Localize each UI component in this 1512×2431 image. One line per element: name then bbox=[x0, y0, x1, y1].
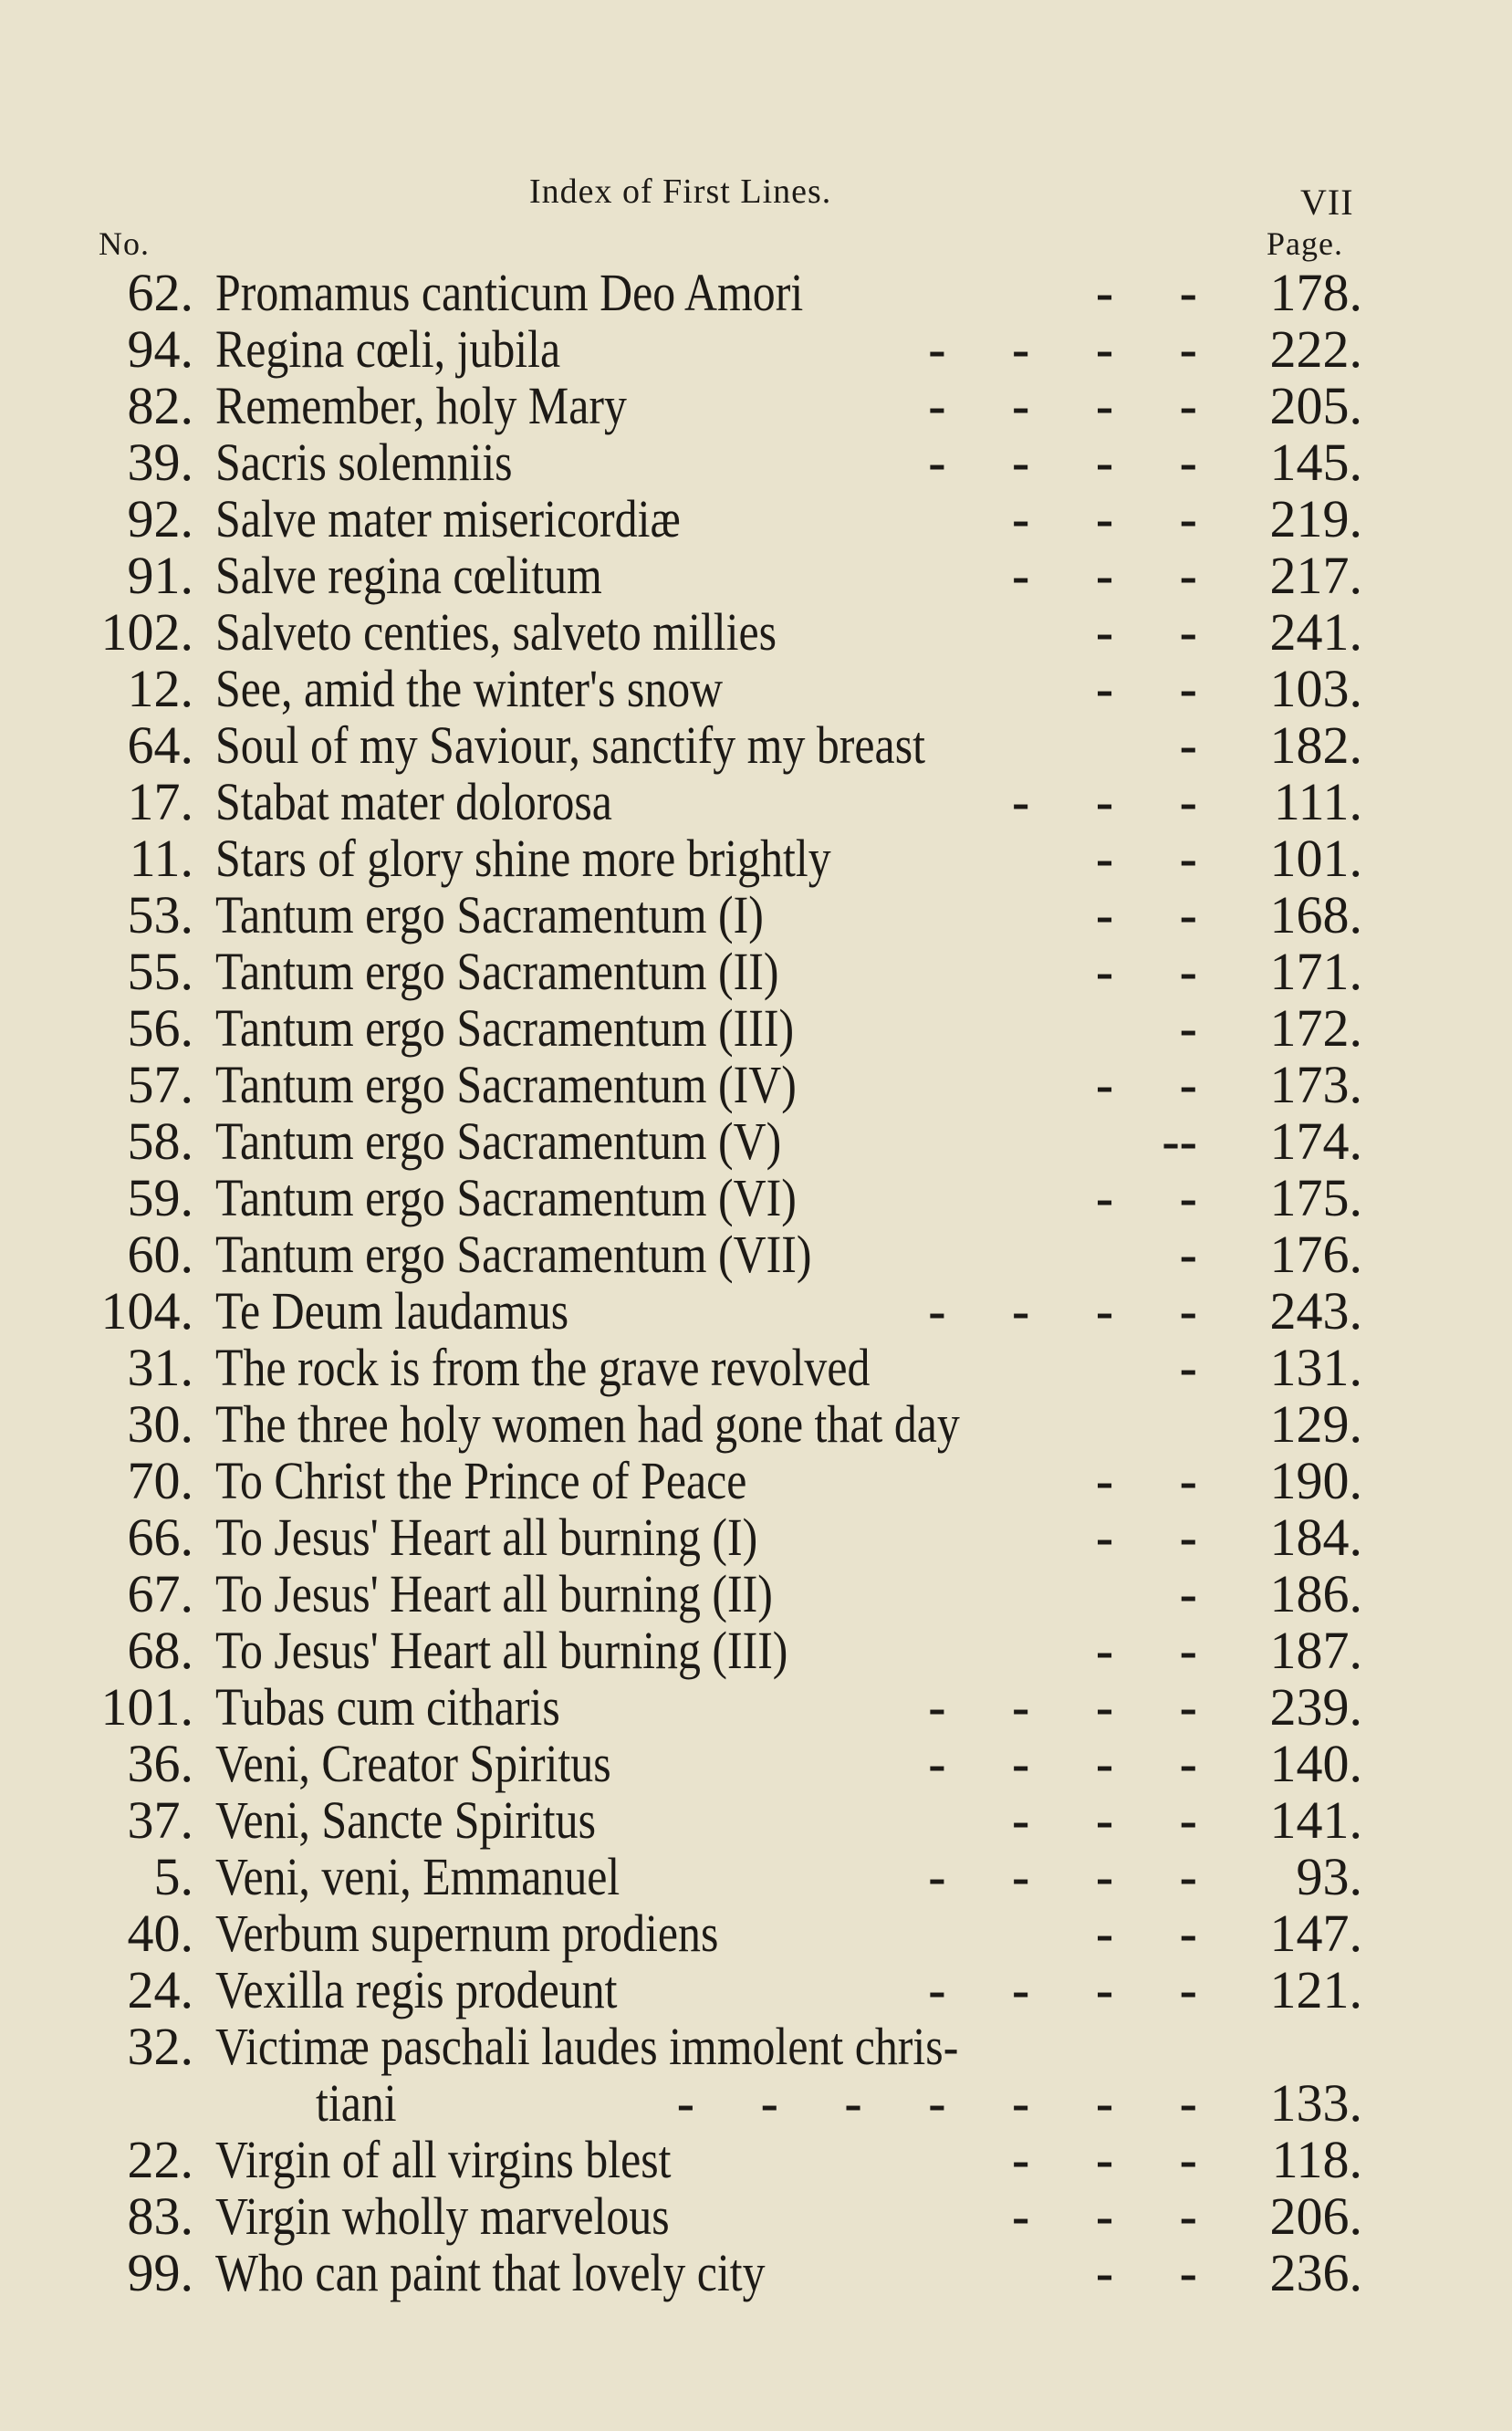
running-head: Index of First Lines. bbox=[529, 172, 832, 211]
entry-leader-dots: - - bbox=[1095, 1904, 1197, 1963]
entry-leader-dots: - - bbox=[1095, 1621, 1197, 1680]
index-entry bbox=[0, 2132, 1512, 2188]
index-entry bbox=[0, 434, 1512, 491]
entry-leader-dots: - - - - bbox=[928, 1847, 1197, 1906]
entry-leader-dots: - - bbox=[1095, 885, 1197, 944]
index-entry bbox=[0, 1849, 1512, 1905]
entry-page: 219. bbox=[1269, 489, 1362, 548]
entry-page: 190. bbox=[1269, 1451, 1362, 1510]
index-entry bbox=[0, 1792, 1512, 1849]
entry-title: Soul of my Saviour, sanctify my breast bbox=[215, 715, 925, 775]
entry-number: 55. bbox=[127, 942, 193, 1001]
entry-number: 70. bbox=[127, 1451, 193, 1510]
entry-title: Veni, Creator Spiritus bbox=[215, 1734, 611, 1793]
entry-page: 103. bbox=[1269, 659, 1362, 718]
entry-number: 37. bbox=[127, 1790, 193, 1850]
column-header-number: No. bbox=[99, 225, 150, 262]
entry-number: 22. bbox=[127, 2130, 193, 2189]
entry-leader-dots: - - bbox=[1095, 1451, 1197, 1510]
entry-title: To Jesus' Heart all burning (II) bbox=[215, 1564, 773, 1623]
entry-leader-dots: - - bbox=[1095, 1055, 1197, 1114]
entry-page: 182. bbox=[1269, 715, 1362, 775]
entry-leader-dots: - - - - bbox=[928, 376, 1197, 435]
entry-page: 101. bbox=[1269, 829, 1362, 888]
index-entry bbox=[0, 1453, 1512, 1509]
entry-leader-dots: -- bbox=[1162, 1111, 1197, 1171]
entry-number: 57. bbox=[127, 1055, 193, 1114]
index-entry bbox=[0, 378, 1512, 434]
index-entry bbox=[0, 1283, 1512, 1340]
index-entry bbox=[0, 604, 1512, 661]
entry-title: Tantum ergo Sacramentum (III) bbox=[215, 998, 795, 1058]
entry-number: 39. bbox=[127, 433, 193, 492]
entry-leader-dots: - - - bbox=[1012, 546, 1197, 605]
index-entry bbox=[0, 1396, 1512, 1453]
entry-leader-dots: - - - - bbox=[928, 433, 1197, 492]
index-entry bbox=[0, 265, 1512, 321]
entry-number: 5. bbox=[153, 1847, 193, 1906]
entry-number: 11. bbox=[129, 829, 193, 888]
entry-number: 104. bbox=[100, 1281, 193, 1341]
entry-leader-dots: - - bbox=[1095, 602, 1197, 662]
entry-page: 118. bbox=[1271, 2130, 1362, 2189]
entry-title: Sacris solemniis bbox=[215, 433, 513, 492]
index-entry bbox=[0, 1509, 1512, 1566]
entry-title: Promamus canticum Deo Amori bbox=[215, 263, 804, 322]
entry-title: Tantum ergo Sacramentum (IV) bbox=[215, 1055, 797, 1114]
entry-leader-dots: - - - bbox=[1012, 1790, 1197, 1850]
entry-page: 131. bbox=[1269, 1338, 1362, 1397]
entry-title: Te Deum laudamus bbox=[215, 1281, 569, 1341]
index-entry bbox=[0, 944, 1512, 1000]
entry-number: 67. bbox=[127, 1564, 193, 1623]
entry-leader-dots: - - - bbox=[1012, 772, 1197, 831]
entry-page: 205. bbox=[1269, 376, 1362, 435]
entry-title: Tantum ergo Sacramentum (I) bbox=[215, 885, 764, 944]
index-entry bbox=[0, 1113, 1512, 1170]
entry-title: Regina cœli, jubila bbox=[215, 319, 561, 379]
entry-title: Tantum ergo Sacramentum (V) bbox=[215, 1111, 782, 1171]
entry-title: Virgin of all virgins blest bbox=[215, 2130, 672, 2189]
entry-number: 99. bbox=[127, 2243, 193, 2302]
entry-number: 94. bbox=[127, 319, 193, 379]
entry-number: 82. bbox=[127, 376, 193, 435]
entry-page: 147. bbox=[1269, 1904, 1362, 1963]
entry-page: 222. bbox=[1269, 319, 1362, 379]
entry-page: 186. bbox=[1269, 1564, 1362, 1623]
entry-page: 129. bbox=[1269, 1394, 1362, 1454]
entry-number: 53. bbox=[127, 885, 193, 944]
entry-number: 83. bbox=[127, 2186, 193, 2246]
entry-title: Remember, holy Mary bbox=[215, 376, 627, 435]
entry-title: To Jesus' Heart all burning (I) bbox=[215, 1508, 758, 1567]
entry-page: 133. bbox=[1269, 2073, 1362, 2133]
entry-page: 176. bbox=[1269, 1225, 1362, 1284]
index-entry bbox=[0, 774, 1512, 830]
entry-number: 30. bbox=[127, 1394, 193, 1454]
entry-leader-dots: - - - - bbox=[928, 1677, 1197, 1737]
entry-number: 36. bbox=[127, 1734, 193, 1793]
entry-title: Verbum supernum prodiens bbox=[215, 1904, 719, 1963]
index-entry bbox=[0, 1000, 1512, 1057]
entry-leader-dots: - - - - bbox=[928, 1281, 1197, 1341]
entry-page: 243. bbox=[1269, 1281, 1362, 1341]
index-entry bbox=[0, 1057, 1512, 1113]
entry-page: 173. bbox=[1269, 1055, 1362, 1114]
entry-title: To Christ the Prince of Peace bbox=[215, 1451, 747, 1510]
entry-title: The rock is from the grave revolved bbox=[215, 1338, 871, 1397]
index-entry bbox=[0, 321, 1512, 378]
entry-number: 59. bbox=[127, 1168, 193, 1227]
entry-leader-dots: - bbox=[1179, 998, 1197, 1058]
entry-page: 141. bbox=[1269, 1790, 1362, 1850]
index-entry bbox=[0, 717, 1512, 774]
entry-title: To Jesus' Heart all burning (III) bbox=[215, 1621, 788, 1680]
entry-title: Veni, Sancte Spiritus bbox=[215, 1790, 597, 1850]
entry-number: 101. bbox=[100, 1677, 193, 1737]
index-entry bbox=[0, 1170, 1512, 1226]
entry-title: Salve regina cœlitum bbox=[215, 546, 602, 605]
entry-leader-dots: - bbox=[1179, 715, 1197, 775]
index-entry bbox=[0, 2075, 1512, 2132]
entry-leader-dots: - - - bbox=[1012, 2186, 1197, 2246]
entry-number: 62. bbox=[127, 263, 193, 322]
entry-title: See, amid the winter's snow bbox=[215, 659, 724, 718]
entry-page: 239. bbox=[1269, 1677, 1362, 1737]
entry-page: 121. bbox=[1269, 1960, 1362, 2019]
entry-title: Tantum ergo Sacramentum (II) bbox=[215, 942, 779, 1001]
entry-number: 31. bbox=[127, 1338, 193, 1397]
entry-number: 17. bbox=[127, 772, 193, 831]
page-number: VII bbox=[1300, 182, 1354, 223]
entry-title: Virgin wholly marvelous bbox=[215, 2186, 670, 2246]
entry-page: 236. bbox=[1269, 2243, 1362, 2302]
index-entry bbox=[0, 887, 1512, 944]
entry-page: 111. bbox=[1273, 772, 1362, 831]
entry-number: 58. bbox=[127, 1111, 193, 1171]
entry-title: Vexilla regis prodeunt bbox=[215, 1960, 618, 2019]
entry-page: 241. bbox=[1269, 602, 1362, 662]
entry-page: 140. bbox=[1269, 1734, 1362, 1793]
entry-page: 187. bbox=[1269, 1621, 1362, 1680]
entry-title: Salve mater misericordiæ bbox=[215, 489, 681, 548]
entry-leader-dots: - - - - bbox=[928, 1734, 1197, 1793]
index-entry bbox=[0, 830, 1512, 887]
index-entry bbox=[0, 2245, 1512, 2301]
entry-title: Stabat mater dolorosa bbox=[215, 772, 612, 831]
index-entry bbox=[0, 2188, 1512, 2245]
entry-leader-dots: - - bbox=[1095, 659, 1197, 718]
entry-page: 93. bbox=[1296, 1847, 1362, 1906]
entry-title: Who can paint that lovely city bbox=[215, 2243, 766, 2302]
entry-page: 175. bbox=[1269, 1168, 1362, 1227]
entry-page: 171. bbox=[1269, 942, 1362, 1001]
entry-page: 172. bbox=[1269, 998, 1362, 1058]
index-entry bbox=[0, 2019, 1512, 2075]
entry-page: 145. bbox=[1269, 433, 1362, 492]
index-entry bbox=[0, 548, 1512, 604]
index-entry bbox=[0, 1962, 1512, 2019]
index-entry bbox=[0, 1622, 1512, 1679]
index-entry bbox=[0, 1340, 1512, 1396]
index-entry bbox=[0, 661, 1512, 717]
entry-number: 66. bbox=[127, 1508, 193, 1567]
entry-leader-dots: - - bbox=[1095, 942, 1197, 1001]
entry-page: 178. bbox=[1269, 263, 1362, 322]
index-entry bbox=[0, 1905, 1512, 1962]
entry-title: tiani bbox=[316, 2073, 397, 2133]
entry-leader-dots: - - bbox=[1095, 263, 1197, 322]
index-entry bbox=[0, 1736, 1512, 1792]
entry-leader-dots: - - - bbox=[1012, 2130, 1197, 2189]
entry-leader-dots: - bbox=[1179, 1338, 1197, 1397]
entry-leader-dots: - - bbox=[1095, 829, 1197, 888]
entry-page: 184. bbox=[1269, 1508, 1362, 1567]
index-entry bbox=[0, 1566, 1512, 1622]
column-header-page: Page. bbox=[1267, 225, 1343, 262]
entry-leader-dots: - - bbox=[1095, 2243, 1197, 2302]
entry-title: Tubas cum citharis bbox=[215, 1677, 560, 1737]
index-entry bbox=[0, 1226, 1512, 1283]
entry-number: 60. bbox=[127, 1225, 193, 1284]
entry-title: Stars of glory shine more brightly bbox=[215, 829, 831, 888]
entry-leader-dots: - - - - - - - bbox=[676, 2073, 1197, 2133]
index-entry bbox=[0, 1679, 1512, 1736]
entry-leader-dots: - bbox=[1179, 1225, 1197, 1284]
entry-page: 174. bbox=[1269, 1111, 1362, 1171]
entry-number: 12. bbox=[127, 659, 193, 718]
entry-leader-dots: - - - bbox=[1012, 489, 1197, 548]
entry-number: 32. bbox=[127, 2017, 193, 2076]
entry-page: 168. bbox=[1269, 885, 1362, 944]
entry-title: Veni, veni, Emmanuel bbox=[215, 1847, 620, 1906]
entry-leader-dots: - - bbox=[1095, 1508, 1197, 1567]
entry-title: Victimæ paschali laudes immolent chris- bbox=[215, 2017, 959, 2076]
entry-number: 68. bbox=[127, 1621, 193, 1680]
entry-number: 56. bbox=[127, 998, 193, 1058]
index-entry bbox=[0, 491, 1512, 548]
entry-title: Tantum ergo Sacramentum (VII) bbox=[215, 1225, 812, 1284]
entry-page: 217. bbox=[1269, 546, 1362, 605]
entry-title: The three holy women had gone that day bbox=[215, 1394, 960, 1454]
entry-title: Tantum ergo Sacramentum (VI) bbox=[215, 1168, 797, 1227]
entry-leader-dots: - - bbox=[1095, 1168, 1197, 1227]
entry-title: Salveto centies, salveto millies bbox=[215, 602, 777, 662]
entry-number: 92. bbox=[127, 489, 193, 548]
entry-leader-dots: - bbox=[1179, 1564, 1197, 1623]
entry-number: 91. bbox=[127, 546, 193, 605]
entry-number: 64. bbox=[127, 715, 193, 775]
entry-leader-dots: - - - - bbox=[928, 1960, 1197, 2019]
entry-number: 40. bbox=[127, 1904, 193, 1963]
entry-number: 24. bbox=[127, 1960, 193, 2019]
entry-leader-dots: - - - - bbox=[928, 319, 1197, 379]
entry-page: 206. bbox=[1269, 2186, 1362, 2246]
entry-number: 102. bbox=[100, 602, 193, 662]
